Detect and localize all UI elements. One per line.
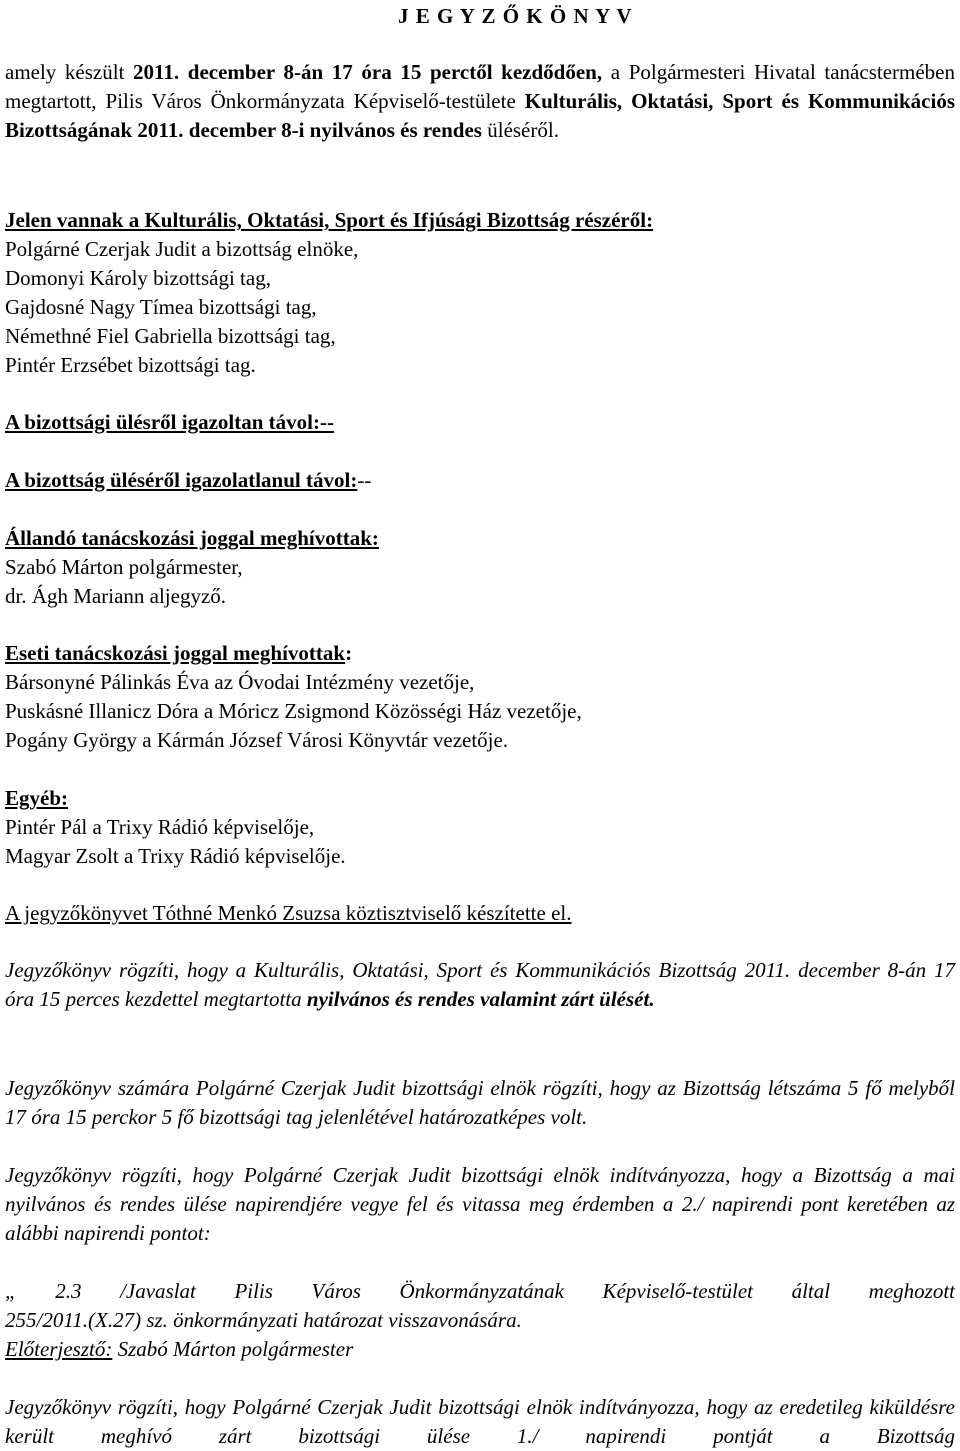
- absent-excused: A bizottsági ülésről igazoltan távol:--: [5, 410, 334, 434]
- absent-unexcused-value: --: [357, 468, 372, 492]
- record-paragraph-4: Jegyzőkönyv rögzíti, hogy Polgárné Czerjak Judit bizottsági elnök indítványozza, hogy az eredetileg kiküldésre került meghívó zárt bizottsági ülése 1./ napirendi pontját a Bizottság: [5, 1395, 955, 1448]
- record-1-bold: nyilvános és rendes valamint zárt ülését.: [306, 987, 655, 1011]
- intro-date: 2011. december 8-án 17 óra 15 perctől kezdődően,: [133, 60, 603, 84]
- record-paragraph-3: Jegyzőkönyv rögzíti, hogy Polgárné Czerjak Judit bizottsági elnök indítványozza, hogy a Bizottság a mai nyilvános és rendes ülése napirendjére vegye fel és vitassa meg érdemben a 2./ napirendi pont keretében az alábbi napirendi pontot:: [5, 1163, 955, 1245]
- permanent-item: dr. Ágh Mariann aljegyző.: [5, 584, 227, 608]
- permanent-heading: Állandó tanácskozási joggal meghívottak:: [5, 526, 379, 550]
- occasional-section: [5, 639, 955, 755]
- agenda-item: [5, 1277, 955, 1364]
- present-heading: Jelen vannak a Kulturális, Oktatási, Sport és Ifjúsági Bizottság részéről:: [5, 208, 654, 232]
- record-paragraph-1: [5, 956, 955, 1014]
- permanent-section: [5, 524, 955, 611]
- other-section: [5, 784, 955, 871]
- occasional-colon: :: [345, 641, 353, 665]
- intro-text-2: a Polgármesteri Hivatal tanácstermében megtartott, Pilis Város Önkormányzata Képviselő-testülete: [5, 60, 955, 113]
- presenter-label: Előterjesztő:: [5, 1337, 113, 1361]
- member-line: Polgárné Czerjak Judit a bizottság elnöke,: [5, 237, 359, 261]
- permanent-item: Szabó Márton polgármester,: [5, 555, 243, 579]
- other-item: Magyar Zsolt a Trixy Rádió képviselője.: [5, 844, 346, 868]
- record-1-text: Jegyzőkönyv rögzíti, hogy a Kulturális, Oktatási, Sport és Kommunikációs Bizottság 2011. december 8-án 17 óra 15 perces kezdettel megtartotta: [5, 958, 955, 1011]
- intro-text-3: üléséről.: [481, 118, 559, 142]
- member-line: Némethné Fiel Gabriella bizottsági tag,: [5, 324, 336, 348]
- occasional-item: Puskásné Illanicz Dóra a Móricz Zsigmond Közösségi Ház vezetője,: [5, 699, 582, 723]
- intro-text-1: amely készült: [5, 60, 134, 84]
- member-line: Pintér Erzsébet bizottsági tag.: [5, 353, 256, 377]
- occasional-item: Pogány György a Kármán József Városi Könyvtár vezetője.: [5, 728, 509, 752]
- absent-unexcused-label: A bizottság üléséről igazolatlanul távol:: [5, 468, 358, 492]
- record-paragraph-2: Jegyzőkönyv számára Polgárné Czerjak Judit bizottsági elnök rögzíti, hogy az Bizottság létszáma 5 fő melyből 17 óra 15 perckor 5 fő bizottsági tag jelenlétével határozatképes volt.: [5, 1076, 955, 1129]
- absent-unexcused: [5, 466, 955, 495]
- present-section: [5, 206, 955, 380]
- presenter-name: Szabó Márton polgármester: [112, 1337, 354, 1361]
- member-line: Gajdosné Nagy Tímea bizottsági tag,: [5, 295, 317, 319]
- intro-committee: Kulturális, Oktatási, Sport és Kommunikációs Bizottságának 2011. december 8-i nyilvános és rendes: [5, 89, 955, 142]
- member-line: Domonyi Károly bizottsági tag,: [5, 266, 271, 290]
- other-item: Pintér Pál a Trixy Rádió képviselője,: [5, 815, 315, 839]
- occasional-item: Bársonyné Pálinkás Éva az Óvodai Intézmény vezetője,: [5, 670, 475, 694]
- intro-paragraph: [5, 58, 955, 145]
- occasional-heading: Eseti tanácskozási joggal meghívottak: [5, 641, 346, 665]
- recorder-line: A jegyzőkönyvet Tóthné Menkó Zsuzsa köztisztviselő készítette el.: [5, 901, 572, 925]
- document-title: J E G Y Z Ő K Ö N Y V: [398, 4, 633, 28]
- other-heading: Egyéb:: [5, 786, 68, 810]
- agenda-line-2: 255/2011.(X.27) sz. önkormányzati határozat visszavonására.: [5, 1308, 522, 1332]
- agenda-line-1: „ 2.3 /Javaslat Pilis Város Önkormányzatának Képviselő-testület által meghozott: [5, 1279, 955, 1303]
